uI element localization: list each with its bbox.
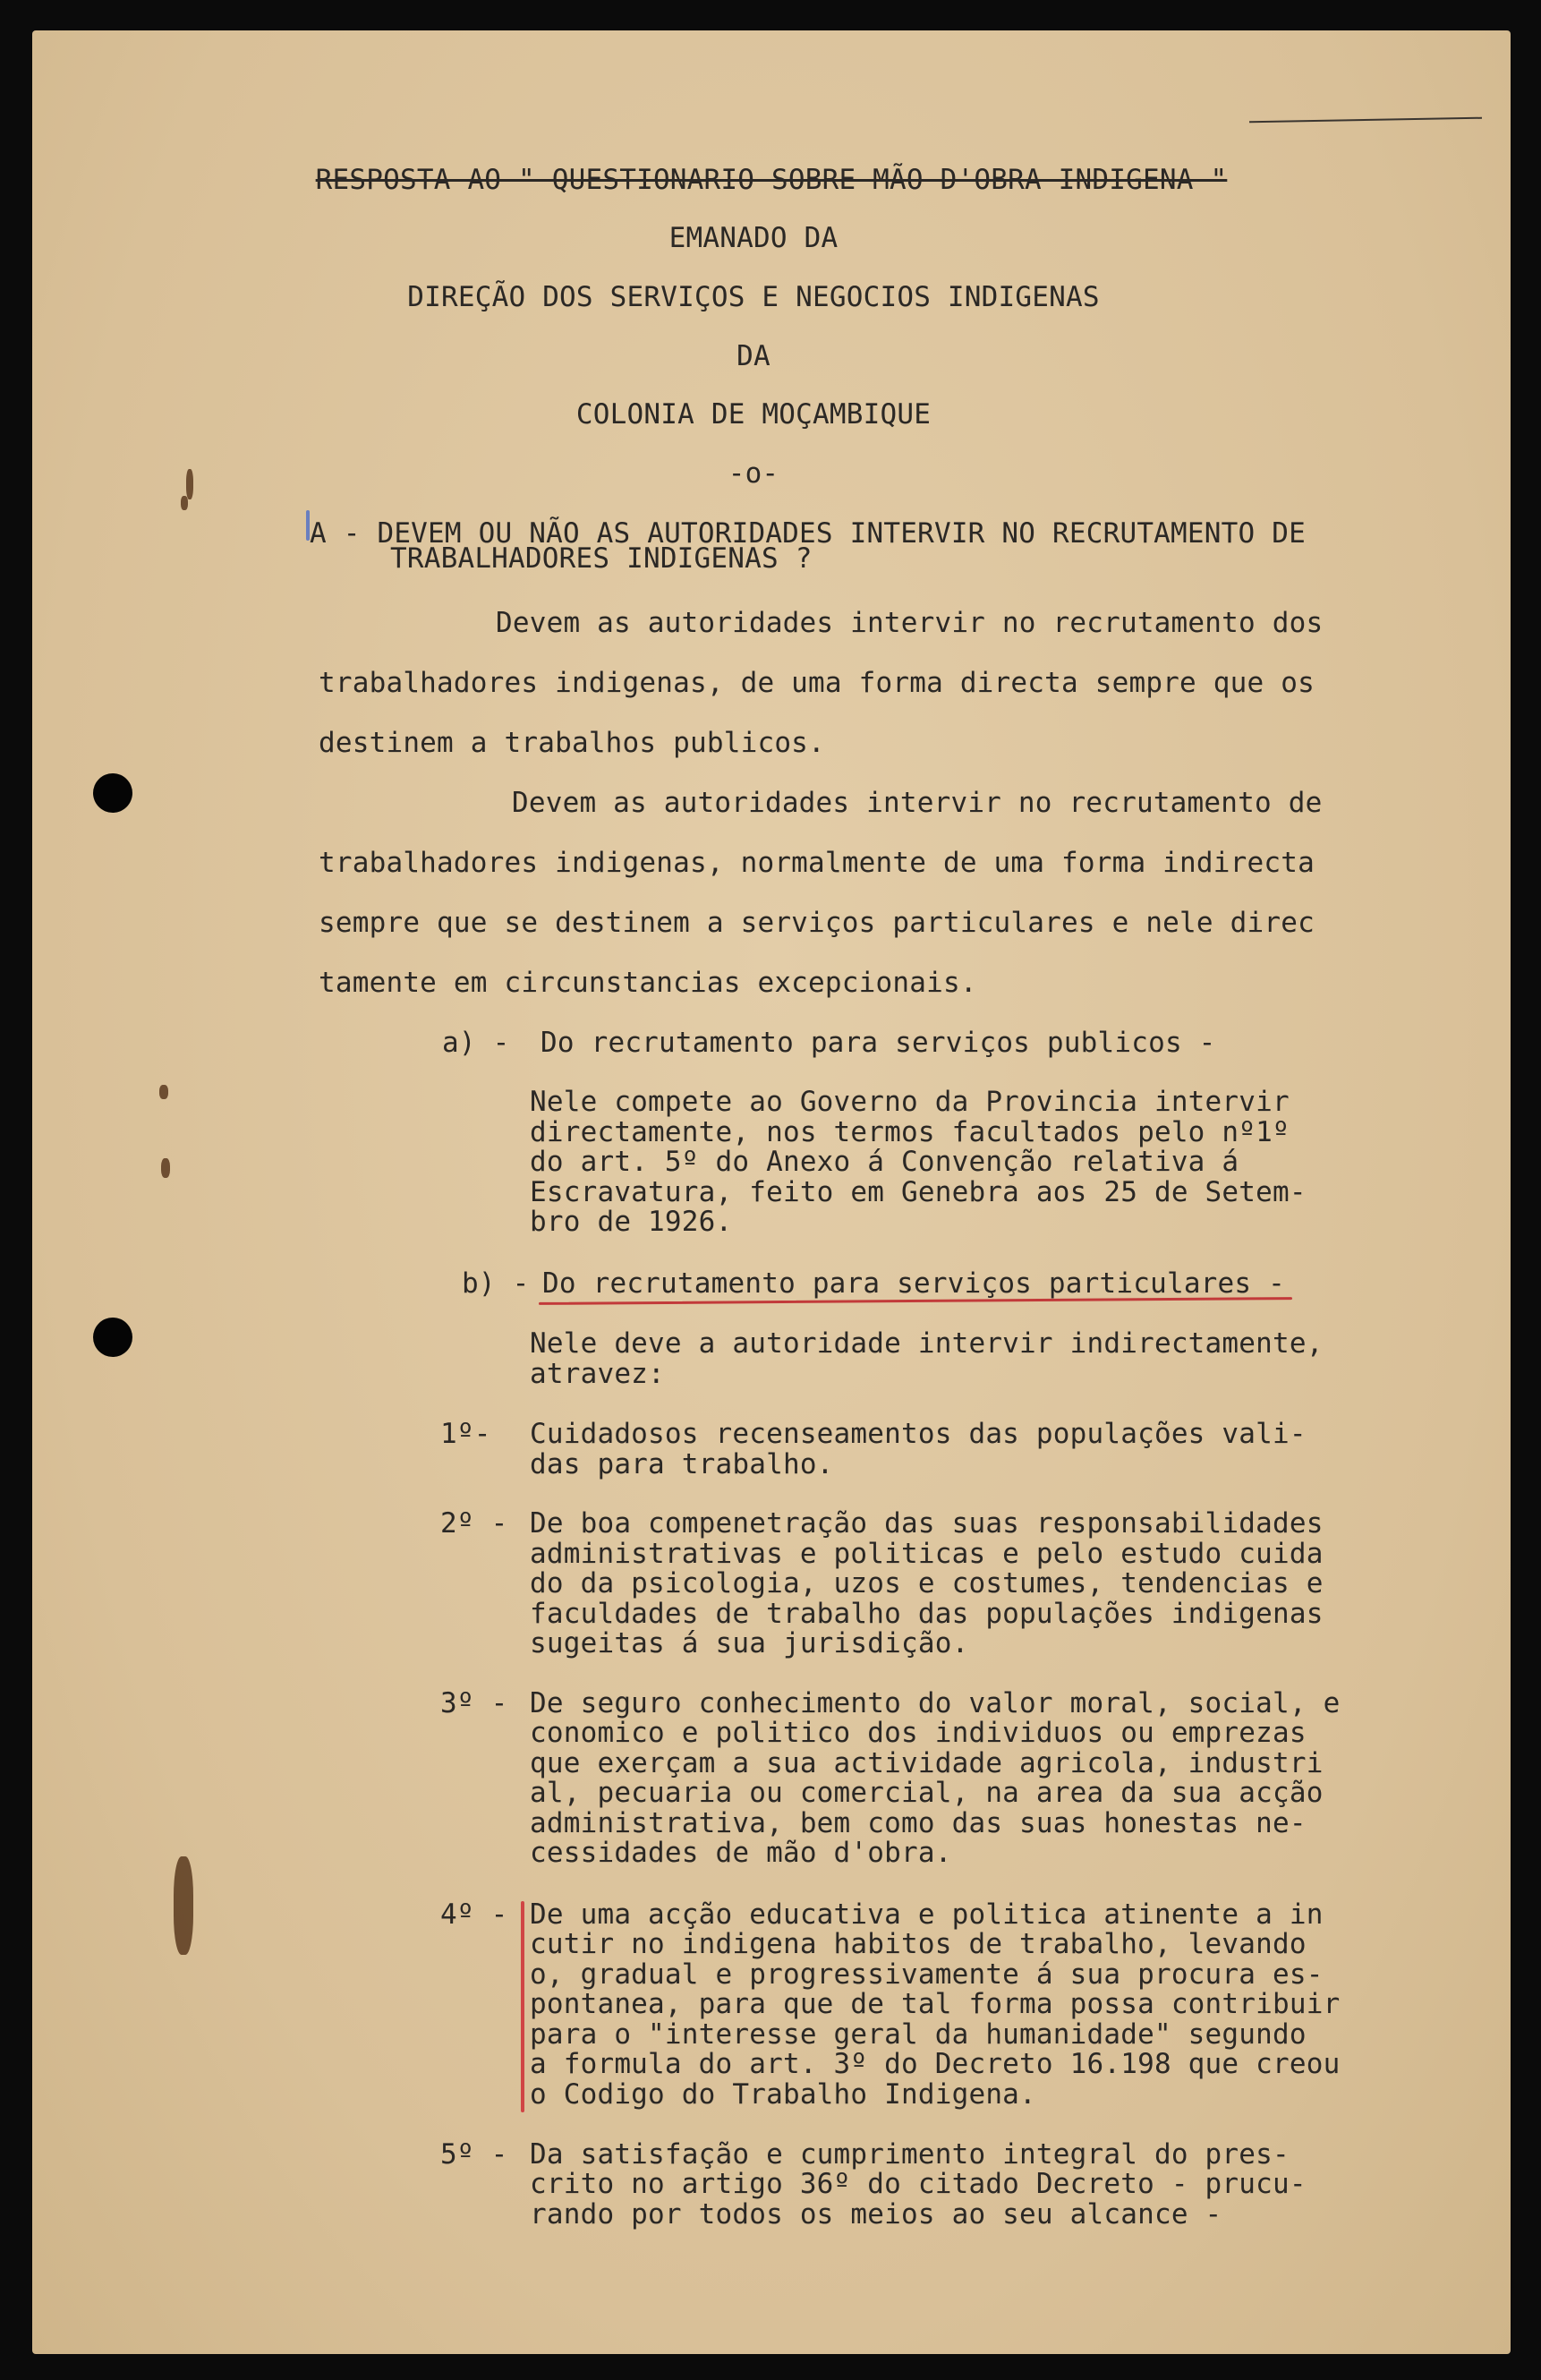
- list-item-line: De boa compenetração das suas responsabilidades: [530, 1507, 1324, 1540]
- paragraph-line: trabalhadores indigenas, de uma forma directa sempre que os: [319, 667, 1315, 699]
- section-a-heading: A - DEVEM OU NÃO AS AUTORIDADES INTERVIR NO RECRUTAMENTO DE: [310, 517, 1306, 550]
- list-item-line: pontanea, para que de tal forma possa contribuir: [530, 1988, 1341, 2020]
- item-a-body: bro de 1926.: [530, 1206, 733, 1238]
- item-a-body: directamente, nos termos facultados pelo nº1º: [530, 1116, 1290, 1148]
- rust-stain: [181, 496, 188, 510]
- list-item-line: De uma acção educativa e politica atinente a in: [530, 1898, 1324, 1931]
- list-number: 3º -: [440, 1687, 508, 1719]
- header-line-da: DA: [736, 340, 770, 372]
- punch-hole-top: [93, 773, 132, 813]
- item-a-body: Escravatura, feito em Genebra aos 25 de Setem-: [530, 1176, 1307, 1208]
- list-item-line: rando por todos os meios ao seu alcance -: [530, 2198, 1222, 2231]
- list-item-line: cutir no indigena habitos de trabalho, levando: [530, 1928, 1307, 1960]
- list-number: 4º -: [440, 1898, 508, 1931]
- list-item-line: faculdades de trabalho das populações indigenas: [530, 1598, 1324, 1630]
- header-separator: -o-: [728, 457, 779, 490]
- item-a-body: do art. 5º do Anexo á Convenção relativa á: [530, 1146, 1239, 1178]
- document-title: RESPOSTA AO " QUESTIONARIO SOBRE MÃO D'OBRA INDIGENA ": [315, 164, 1228, 196]
- list-item-line: o Codigo do Trabalho Indigena.: [530, 2078, 1036, 2111]
- header-line-direcao: DIREÇÃO DOS SERVIÇOS E NEGOCIOS INDIGENAS: [407, 281, 1100, 313]
- red-margin-mark: [521, 1901, 524, 2112]
- paragraph-line: Devem as autoridades intervir no recrutamento dos: [496, 607, 1324, 639]
- list-item-line: crito no artigo 36º do citado Decreto - prucu-: [530, 2168, 1307, 2200]
- list-item-line: a formula do art. 3º do Decreto 16.198 que creou: [530, 2048, 1341, 2080]
- item-b-label: b) -: [462, 1267, 530, 1300]
- list-item-line: administrativa, bem como das suas honestas ne-: [530, 1807, 1307, 1839]
- list-number: 1º-: [440, 1418, 491, 1450]
- list-number: 5º -: [440, 2138, 508, 2171]
- document-page: [32, 30, 1511, 2354]
- list-item-line: conomico e politico dos individuos ou emprezas: [530, 1717, 1307, 1749]
- item-a-heading: Do recrutamento para serviços publicos -: [541, 1027, 1216, 1059]
- list-item-line: Cuidadosos recenseamentos das populações vali-: [530, 1418, 1307, 1450]
- paragraph-line: tamente em circunstancias excepcionais.: [319, 967, 977, 999]
- list-item-line: o, gradual e progressivamente á sua procura es-: [530, 1958, 1324, 1991]
- paragraph-line: Devem as autoridades intervir no recrutamento de: [512, 787, 1323, 819]
- list-number: 2º -: [440, 1507, 508, 1540]
- item-b-body: Nele deve a autoridade intervir indirectamente,: [530, 1327, 1324, 1360]
- rust-stain: [174, 1856, 193, 1955]
- header-line-colonia: COLONIA DE MOÇAMBIQUE: [575, 398, 932, 431]
- item-a-body: Nele compete ao Governo da Provincia intervir: [530, 1086, 1290, 1118]
- rust-stain: [159, 1085, 168, 1099]
- paragraph-line: trabalhadores indigenas, normalmente de uma forma indirecta: [319, 847, 1315, 879]
- list-item-line: Da satisfação e cumprimento integral do pres-: [530, 2138, 1290, 2171]
- list-item-line: que exerçam a sua actividade agricola, industri: [530, 1747, 1324, 1779]
- section-a-heading-cont: TRABALHADORES INDIGENAS ?: [390, 542, 813, 575]
- list-item-line: do da psicologia, uzos e costumes, tendencias e: [530, 1567, 1324, 1599]
- rust-stain: [161, 1158, 170, 1178]
- list-item-line: sugeitas á sua jurisdição.: [530, 1627, 969, 1659]
- item-b-body: atravez:: [530, 1358, 665, 1390]
- list-item-line: administrativas e politicas e pelo estudo cuida: [530, 1538, 1324, 1570]
- item-a-label: a) -: [442, 1027, 510, 1059]
- list-item-line: cessidades de mão d'obra.: [530, 1837, 952, 1869]
- item-b-heading: Do recrutamento para serviços particulares -: [542, 1267, 1285, 1300]
- paragraph-line: sempre que se destinem a serviços particulares e nele direc: [319, 907, 1315, 939]
- list-item-line: De seguro conhecimento do valor moral, social, e: [530, 1687, 1341, 1719]
- paragraph-line: destinem a trabalhos publicos.: [319, 727, 825, 759]
- list-item-line: das para trabalho.: [530, 1448, 834, 1480]
- list-item-line: al, pecuaria ou comercial, na area da sua acção: [530, 1777, 1324, 1809]
- list-item-line: para o "interesse geral da humanidade" segundo: [530, 2018, 1307, 2051]
- header-line-emanado: EMANADO DA: [668, 222, 839, 254]
- punch-hole-bottom: [93, 1318, 132, 1357]
- pencil-mark: [1249, 117, 1482, 124]
